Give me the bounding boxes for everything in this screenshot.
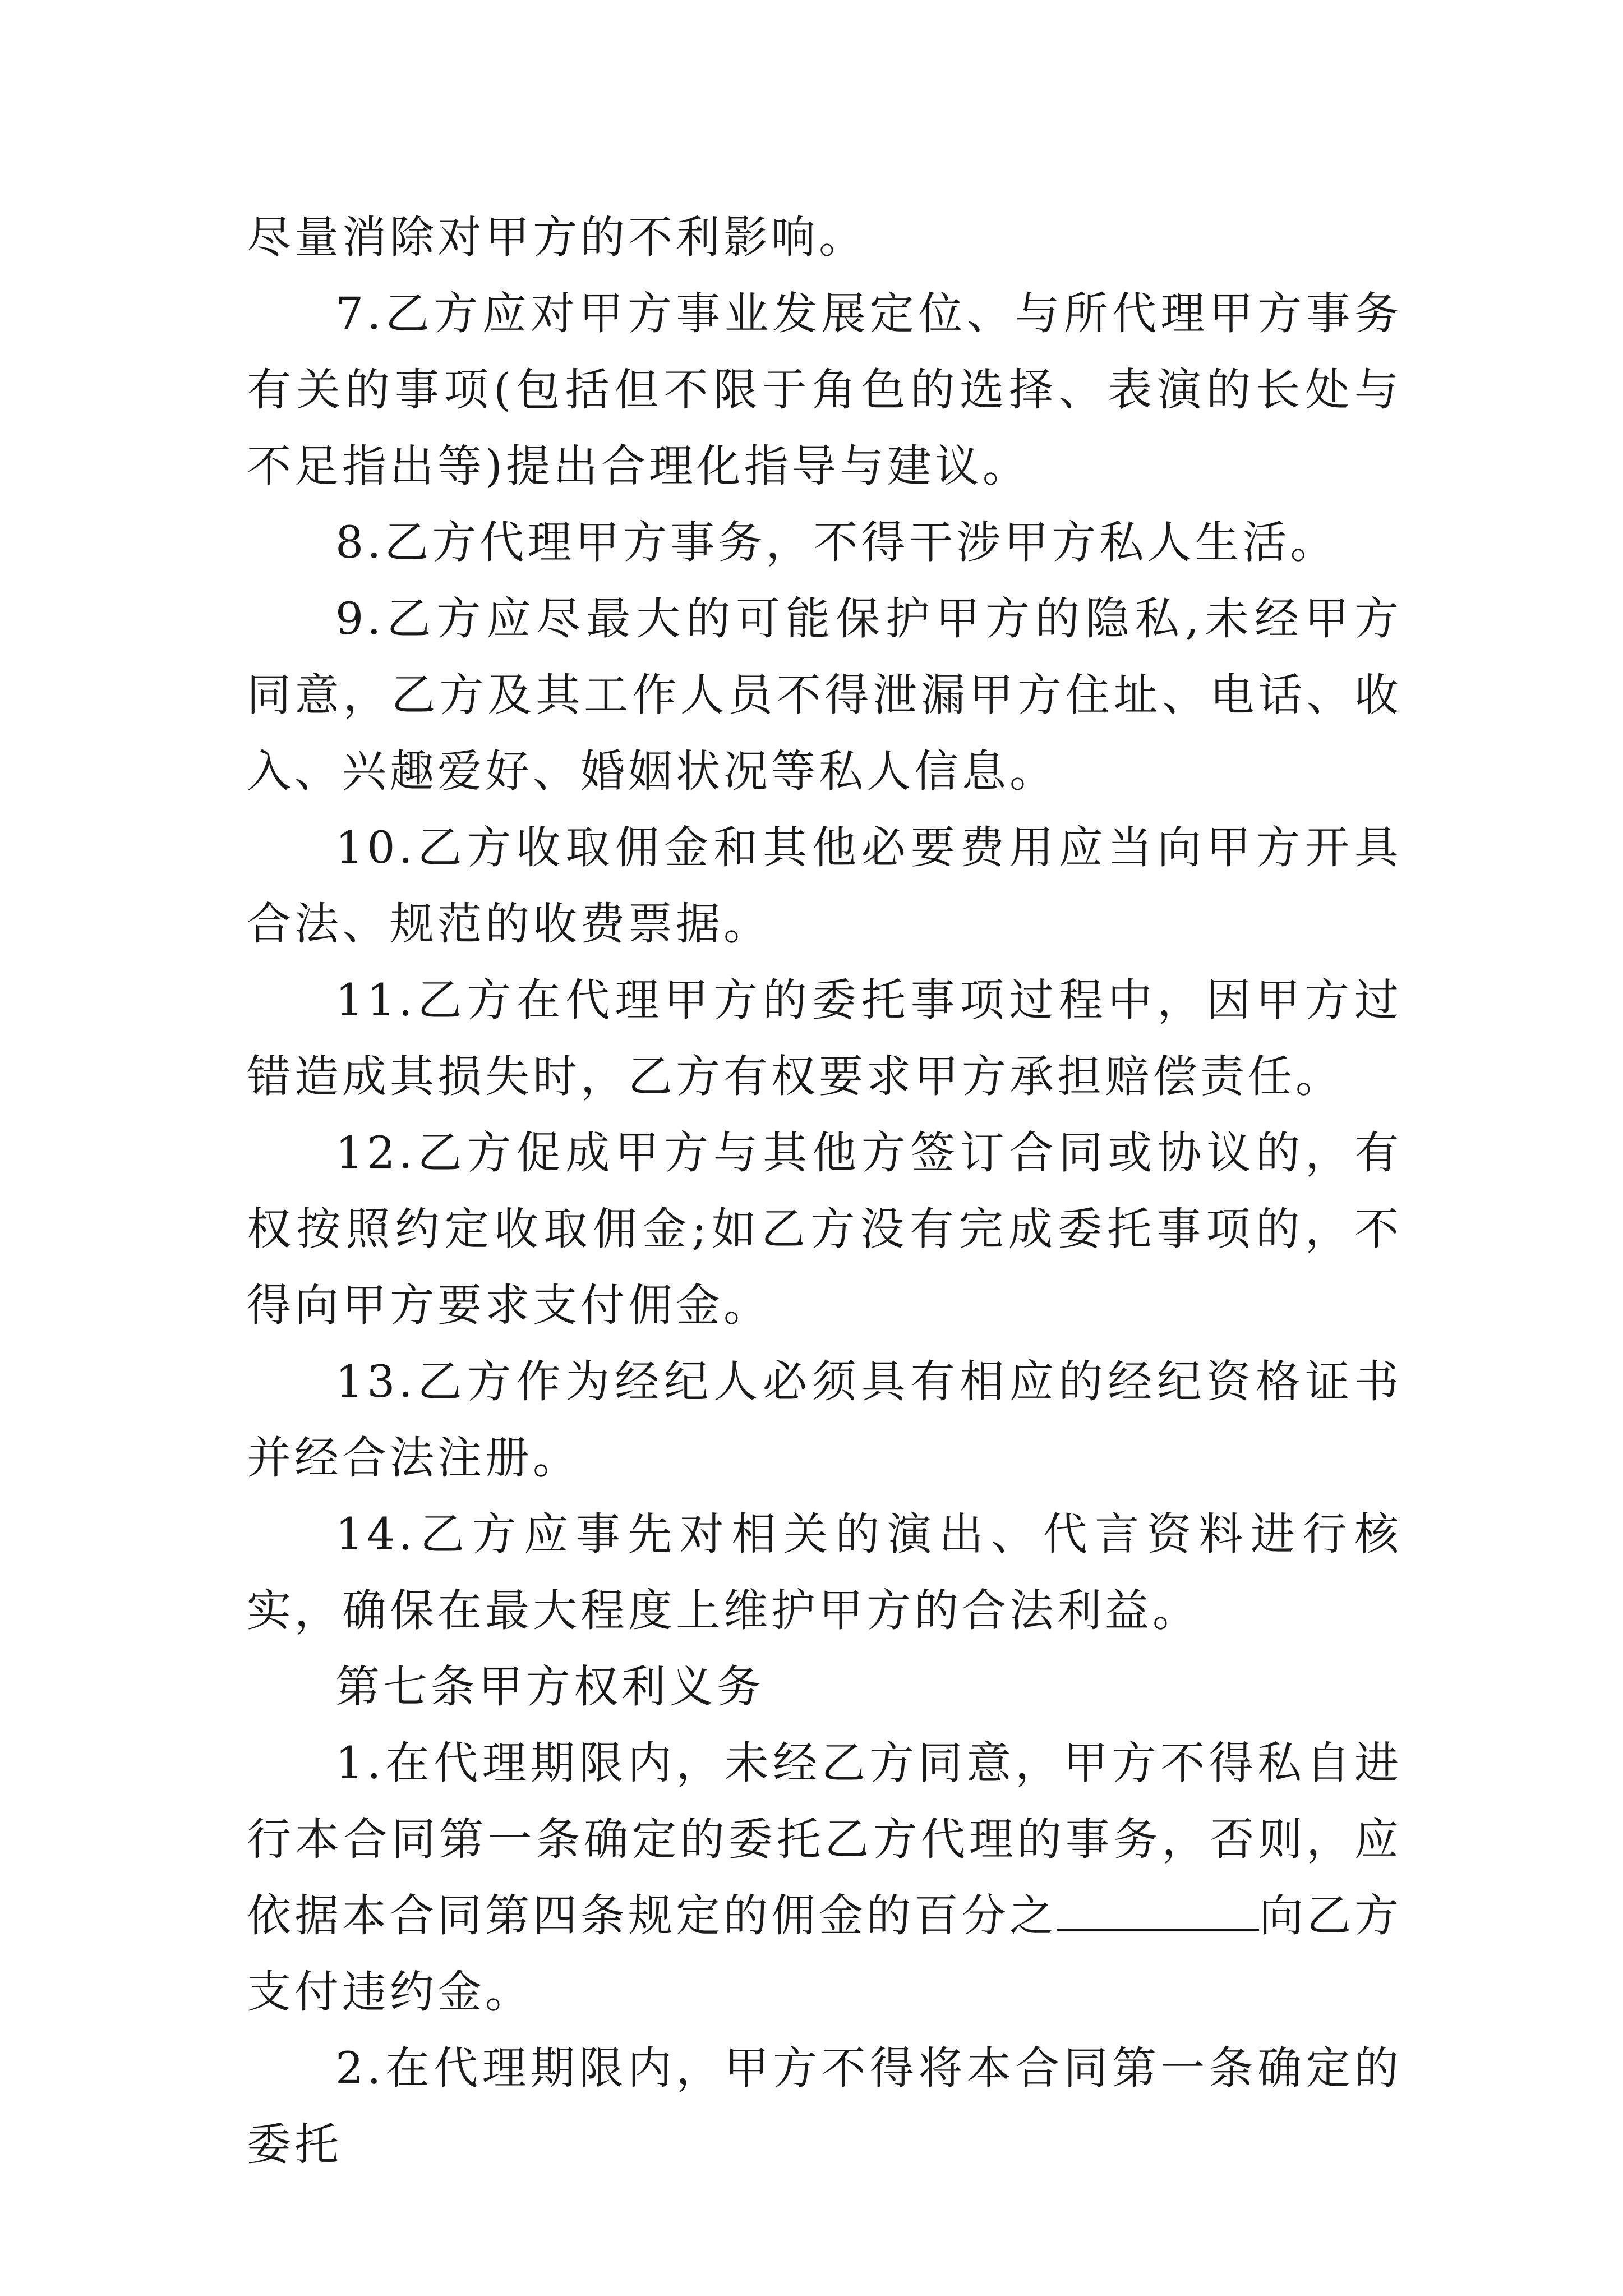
paragraph-article7-item-1-text: 1.在代理期限内，未经乙方同意，甲方不得私自进行本合同第一条确定的委托乙方代理的事务，否则，应依据本合同第四条规定的佣金的百分之 [247,1737,1402,1941]
paragraph-article7-item-1-tail: 向乙方支付违约金。 [247,1890,1402,2018]
paragraph-item-14: 14.乙方应事先对相关的演出、代言资料进行核实，确保在最大程度上维护甲方的合法利益。 [247,1508,1402,1636]
paragraph-item-13: 13.乙方作为经纪人必须具有相应的经纪资格证书并经合法注册。 [247,1356,1402,1484]
section-heading-article-7: 第七条甲方权利义务 [335,1661,764,1713]
paragraph-item-12: 12.乙方促成甲方与其他方签订合同或协议的，有权按照约定收取佣金;如乙方没有完成委托事项的，不得向甲方要求支付佣金。 [247,1127,1402,1331]
paragraph: 尽量消除对甲方的不利影响。 [247,211,866,263]
paragraph-item-9: 9.乙方应尽最大的可能保护甲方的隐私,未经甲方同意，乙方及其工作人员不得泄漏甲方住址、电话、收入、兴趣爱好、婚姻状况等私人信息。 [247,593,1402,797]
paragraph-item-7: 7.乙方应对甲方事业发展定位、与所代理甲方事务有关的事项(包括但不限于角色的选择、表演的长处与不足指出等)提出合理化指导与建议。 [247,288,1402,492]
fill-in-blank-percentage [1057,1890,1259,1931]
paragraph-article7-item-2: 2.在代理期限内，甲方不得将本合同第一条确定的委托 [247,2042,1402,2170]
document-body [247,199,1402,2183]
paragraph-item-11: 11.乙方在代理甲方的委托事项过程中，因甲方过错造成其损失时，乙方有权要求甲方承担赔偿责任。 [247,974,1402,1102]
paragraph-item-10: 10.乙方收取佣金和其他必要费用应当向甲方开具合法、规范的收费票据。 [247,822,1402,950]
paragraph-article7-item-1 [247,1725,1402,2030]
paragraph-item-8: 8.乙方代理甲方事务，不得干涉甲方私人生活。 [335,517,1338,568]
